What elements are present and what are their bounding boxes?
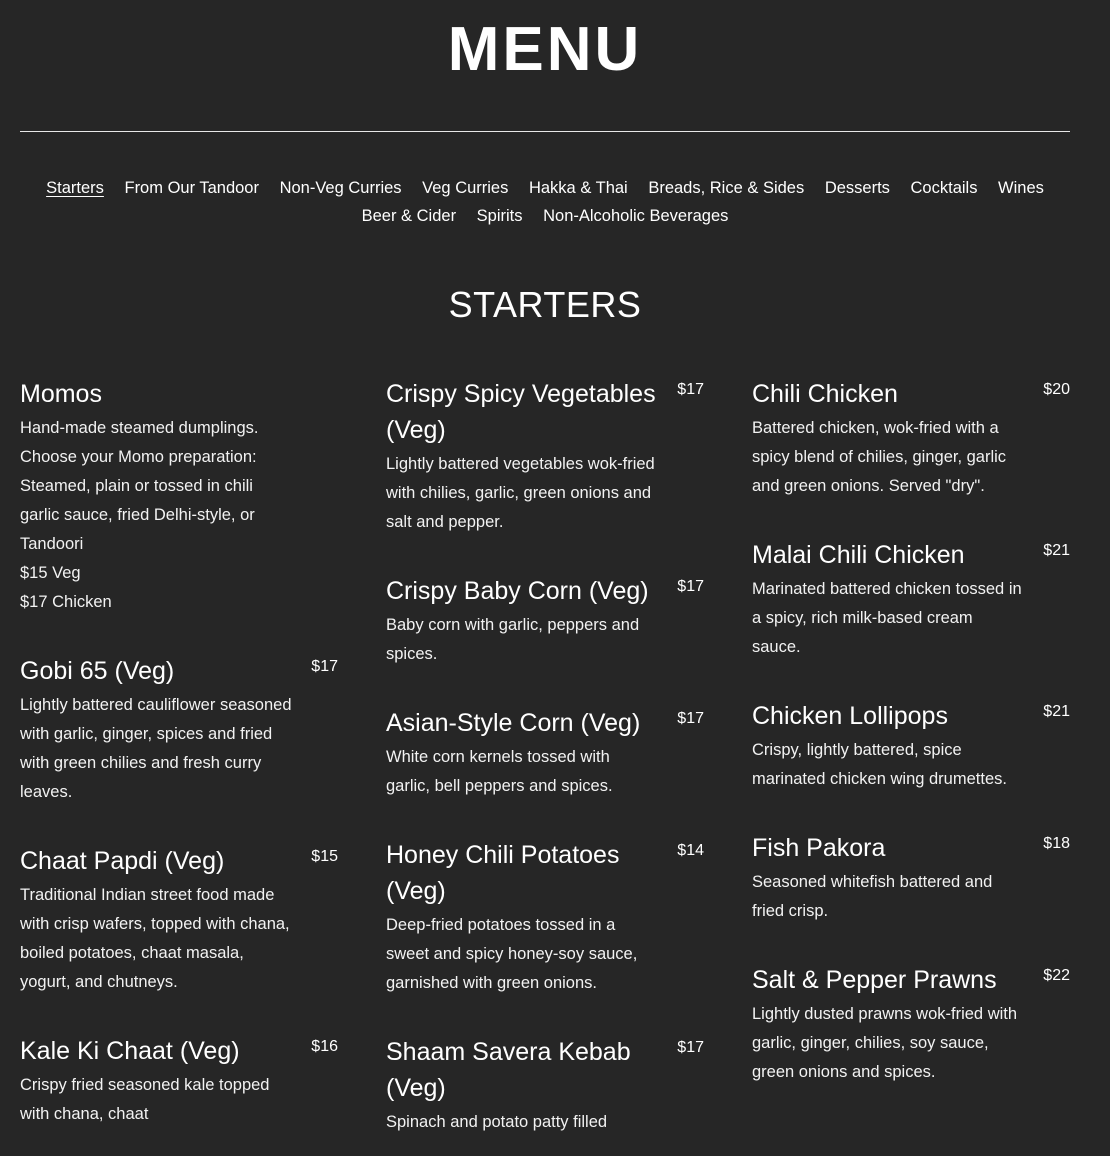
nav-link-desserts[interactable]: Desserts <box>824 179 890 197</box>
menu-item-description: Spinach and potato patty filled <box>386 1113 608 1131</box>
menu-item-description: Hand-made steamed dumplings. Choose your Momo preparation: Steamed, plain or tossed in chili garlic sauce, fried Delhi-style, or Tandoori <box>20 419 259 553</box>
menu-item-description: Traditional Indian street food made with crisp wafers, topped with chana, boiled potatoes, chaat masala, yogurt, and chutneys. <box>20 886 290 991</box>
menu-item-name: Honey Chili Potatoes (Veg) <box>386 841 620 905</box>
menu-item <box>20 1033 338 1129</box>
menu-item <box>20 376 338 617</box>
menu-item-description: Seasoned whitefish battered and fried crisp. <box>752 873 993 920</box>
nav-link-spirits[interactable]: Spirits <box>476 207 523 225</box>
menu-item-price: $21 <box>1043 542 1070 559</box>
menu-item <box>386 573 704 669</box>
menu-item-price: $22 <box>1043 967 1070 984</box>
menu-item-description: Baby corn with garlic, peppers and spices. <box>386 616 640 663</box>
nav-link-beer-cider[interactable]: Beer & Cider <box>361 207 457 225</box>
menu-item-description: White corn kernels tossed with garlic, bell peppers and spices. <box>386 748 613 795</box>
menu-item <box>20 653 338 807</box>
menu-item <box>386 376 704 537</box>
menu-column-3 <box>752 376 1070 1123</box>
menu-item-name: Gobi 65 (Veg) <box>20 657 175 685</box>
menu-item-price: $17 <box>677 710 704 727</box>
menu-item-name: Chicken Lollipops <box>752 702 948 730</box>
menu-item-name: Chili Chicken <box>752 380 898 408</box>
nav-link-starters[interactable]: Starters <box>46 179 104 197</box>
menu-item-description: Lightly battered vegetables wok-fried with chilies, garlic, green onions and salt and pepper. <box>386 455 655 531</box>
menu-column-1 <box>20 376 338 1156</box>
menu-item-name: Kale Ki Chaat (Veg) <box>20 1037 240 1065</box>
menu-item-description: Battered chicken, wok-fried with a spicy blend of chilies, ginger, garlic and green onions. Served "dry". <box>752 419 1007 495</box>
nav-link-veg-curries[interactable]: Veg Curries <box>422 179 509 197</box>
menu-item-price: $14 <box>677 842 704 859</box>
menu-item-price: $18 <box>1043 835 1070 852</box>
menu-item <box>752 830 1070 926</box>
menu-item-price: $17 <box>677 578 704 595</box>
menu-item-price: $15 <box>311 848 338 865</box>
menu-item-name: Chaat Papdi (Veg) <box>20 847 225 875</box>
menu-item-name: Asian-Style Corn (Veg) <box>386 709 641 737</box>
menu-item-price-option: $15 Veg <box>20 564 81 582</box>
menu-item-description: Crispy, lightly battered, spice marinated chicken wing drumettes. <box>752 741 1007 788</box>
nav-link-cocktails[interactable]: Cocktails <box>910 179 978 197</box>
nav-link-non-veg-curries[interactable]: Non-Veg Curries <box>279 179 402 197</box>
header-divider <box>20 131 1070 132</box>
menu-item-description: Deep-fried potatoes tossed in a sweet and spicy honey-soy sauce, garnished with green onions. <box>386 916 638 992</box>
menu-item <box>752 962 1070 1087</box>
menu-item-price: $17 <box>677 1039 704 1056</box>
menu-item-name: Momos <box>20 380 102 408</box>
page-title: MENU <box>447 15 643 84</box>
menu-item-name: Crispy Spicy Vegetables (Veg) <box>386 380 656 444</box>
menu-item <box>752 698 1070 794</box>
nav-link-breads-rice-sides[interactable]: Breads, Rice & Sides <box>648 179 805 197</box>
menu-item-name: Crispy Baby Corn (Veg) <box>386 577 649 605</box>
section-title: STARTERS <box>448 284 642 325</box>
menu-item-description: Marinated battered chicken tossed in a spicy, rich milk-based cream sauce. <box>752 580 1022 656</box>
menu-item <box>386 1034 704 1137</box>
menu-item <box>386 837 704 998</box>
menu-item-description: Crispy fried seasoned kale topped with chana, chaat <box>20 1076 270 1123</box>
menu-item-price: $20 <box>1043 381 1070 398</box>
menu-item <box>386 705 704 801</box>
menu-item-price-option: $17 Chicken <box>20 593 112 611</box>
menu-item-price: $16 <box>311 1038 338 1055</box>
menu-item-name: Fish Pakora <box>752 834 886 862</box>
menu-item-price: $17 <box>311 658 338 675</box>
menu-item-price: $17 <box>677 381 704 398</box>
nav-link-from-our-tandoor[interactable]: From Our Tandoor <box>124 179 259 197</box>
nav-link-wines[interactable]: Wines <box>998 179 1044 197</box>
category-nav <box>20 174 1070 230</box>
menu-item <box>20 843 338 997</box>
menu-item-description: Lightly battered cauliflower seasoned with garlic, ginger, spices and fried with green chilies and fresh curry leaves. <box>20 696 292 801</box>
menu-item-name: Malai Chili Chicken <box>752 541 965 569</box>
menu-item <box>752 376 1070 501</box>
nav-link-hakka-thai[interactable]: Hakka & Thai <box>528 179 628 197</box>
menu-item-name: Shaam Savera Kebab (Veg) <box>386 1038 631 1102</box>
nav-link-non-alcoholic-beverages[interactable]: Non-Alcoholic Beverages <box>543 207 729 225</box>
menu-item-name: Salt & Pepper Prawns <box>752 966 997 994</box>
menu-item-price: $21 <box>1043 703 1070 720</box>
menu-item <box>752 537 1070 662</box>
menu-item-description: Lightly dusted prawns wok-fried with garlic, ginger, chilies, soy sauce, green onions and spices. <box>752 1005 1018 1081</box>
menu-column-2 <box>386 376 704 1156</box>
